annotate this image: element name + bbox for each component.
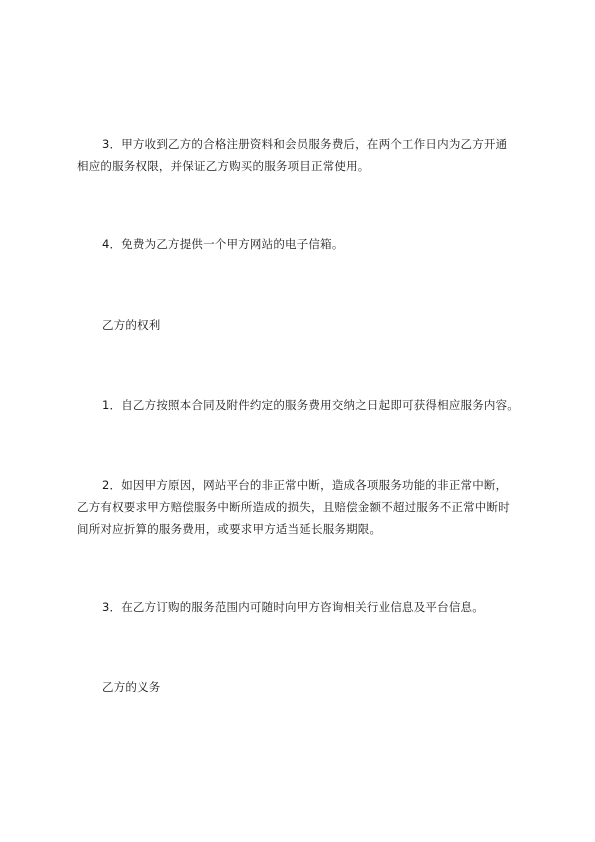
clause-line: 1．自乙方按照本合同及附件约定的服务费用交纳之日起即可获得相应服务内容。 [102,398,520,412]
clause-party-b-right-3 [77,596,537,618]
clause-line: 相应的服务权限，并保证乙方购买的服务项目正常使用。 [77,159,370,173]
clause-party-b-right-2 [77,474,537,540]
clause-party-a-4 [77,233,537,255]
section-heading-rights: 乙方的权利 [102,318,161,332]
clause-party-b-right-1 [77,394,537,416]
section-heading-obligations: 乙方的义务 [102,680,161,694]
clause-line: 4．免费为乙方提供一个甲方网站的电子信箱。 [102,237,344,251]
clause-line: 3．甲方收到乙方的合格注册资料和会员服务费后，在两个工作日内为乙方开通 [102,137,508,151]
clause-line: 3．在乙方订购的服务范围内可随时向甲方咨询相关行业信息及平台信息。 [102,600,484,614]
clause-party-a-3 [77,133,537,177]
clause-line: 间所对应折算的服务费用，或要求甲方适当延长服务期限。 [77,522,382,536]
clause-line: 乙方有权要求甲方赔偿服务中断所造成的损失，且赔偿金额不超过服务不正常中断时 [77,500,510,514]
clause-line: 2．如因甲方原因，网站平台的非正常中断，造成各项服务功能的非正常中断， [102,478,508,492]
